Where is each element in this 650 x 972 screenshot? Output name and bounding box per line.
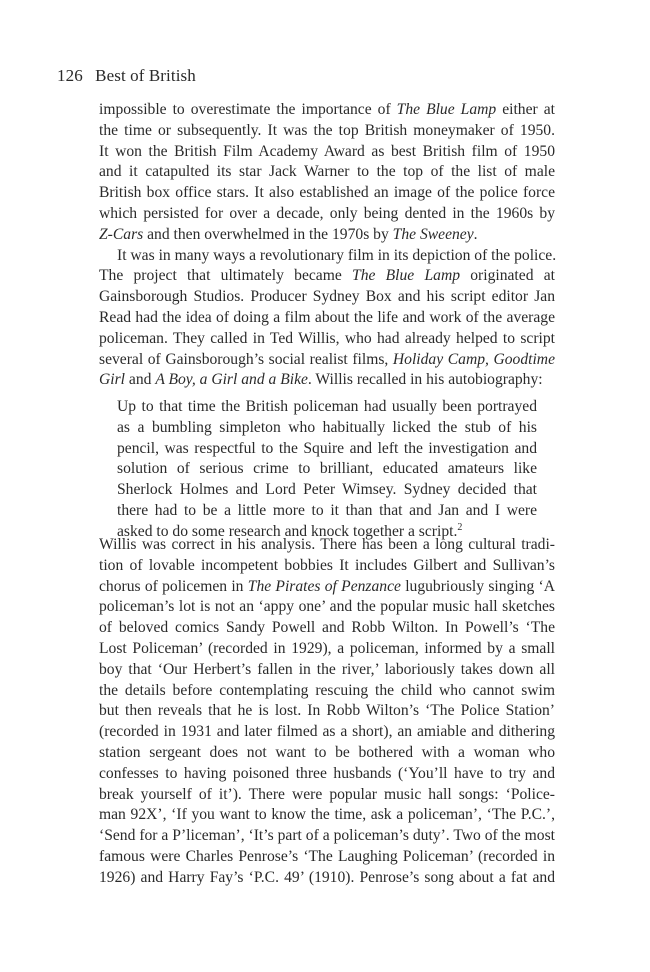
running-header bbox=[57, 66, 196, 86]
text-line: boy that ‘Our Herbert’s fallen in the river,’ laboriously takes down all bbox=[99, 660, 555, 678]
text-line: but then reveals that he is lost. In Robb Wilton’s ‘The Police Station’ bbox=[99, 702, 555, 720]
quote-line: as a bumbling simpleton who habitually licked the stub of his bbox=[117, 418, 537, 436]
text-line: impossible to overestimate the importance of The Blue Lamp either at bbox=[99, 101, 555, 118]
text-line: Lost Policeman’ (recorded in 1929), a policeman, informed by a small bbox=[99, 639, 555, 657]
text-line: Willis was correct in his analysis. There has been a long cultural tradi- bbox=[99, 536, 555, 553]
text-line: It was in many ways a revolutionary film in its depiction of the police. bbox=[117, 246, 557, 264]
block-quote bbox=[117, 397, 537, 543]
text-line: policeman’s lot is not an ‘appy one’ and the popular music hall sketches bbox=[99, 598, 555, 616]
text-line: and it catapulted its star Jack Warner to the top of the list of male bbox=[99, 163, 555, 181]
text-line: chorus of policemen in The Pirates of Penzance lugubriously singing ‘A bbox=[99, 577, 555, 595]
text-line: which persisted for over a decade, only being dented in the 1960s by bbox=[99, 204, 555, 222]
quote-line: solution of serious crime to brilliant, educated amateurs like bbox=[117, 460, 537, 478]
text-line: confesses to having poisoned three husbands (‘You’ll have to try and bbox=[99, 764, 555, 782]
text-line: tion of lovable incompetent bobbies It includes Gilbert and Sullivan’s bbox=[99, 556, 555, 574]
text-line: the details before contemplating rescuing the child who cannot swim bbox=[99, 681, 555, 699]
text-line: ‘Send for a P’liceman’, ‘It’s part of a policeman’s duty’. Two of the most bbox=[99, 827, 555, 845]
paragraph-3 bbox=[99, 535, 555, 889]
text-line: It won the British Film Academy Award as best British film of 1950 bbox=[99, 142, 555, 160]
text-line: famous were Charles Penrose’s ‘The Laughing Policeman’ (recorded in bbox=[99, 847, 555, 865]
text-line: The project that ultimately became The Blue Lamp originated at bbox=[99, 267, 555, 285]
page-number: 126 bbox=[57, 66, 83, 85]
text-line: policeman. They called in Ted Willis, who had already helped to script bbox=[99, 329, 555, 347]
running-title: Best of British bbox=[95, 66, 196, 85]
text-line: break yourself of it’). There were popular music hall songs: ‘Police- bbox=[99, 785, 555, 803]
text-line: Read had the idea of doing a film about the life and work of the average bbox=[99, 308, 555, 326]
paragraph-1 bbox=[99, 100, 555, 246]
text-line: Z-Cars and then overwhelmed in the 1970s by The Sweeney. bbox=[99, 225, 478, 243]
text-line: of beloved comics Sandy Powell and Robb Wilton. In Powell’s ‘The bbox=[99, 619, 555, 637]
text-line: 1926) and Harry Fay’s ‘P.C. 49’ (1910). Penrose’s song about a fat and bbox=[99, 868, 555, 886]
quote-line: Up to that time the British policeman had usually been portrayed bbox=[117, 398, 537, 415]
quote-line: there had to be a little more to it than that and Jan and I were bbox=[117, 501, 537, 519]
quote-line: asked to do some research and knock together a script.$^2$ bbox=[117, 521, 463, 540]
text-line: Gainsborough Studios. Producer Sydney Box and his script editor Jan bbox=[99, 288, 555, 306]
text-line: British box office stars. It also established an image of the police force bbox=[99, 184, 555, 202]
text-line: Girl and A Boy, a Girl and a Bike. Willis recalled in his autobiography: bbox=[99, 371, 543, 389]
paragraph-2 bbox=[99, 246, 555, 392]
text-line: the time or subsequently. It was the top British moneymaker of 1950. bbox=[99, 121, 555, 139]
quote-line: pencil, was respectful to the Squire and left the investigation and bbox=[117, 439, 537, 457]
text-line: man 92X’, ‘If you want to know the time, ask a policeman’, ‘The P.C.’, bbox=[99, 806, 555, 824]
text-line: station sergeant does not want to be bothered with a woman who bbox=[99, 743, 555, 761]
quote-line: Sherlock Holmes and Lord Peter Wimsey. Sydney decided that bbox=[117, 481, 537, 499]
text-line: (recorded in 1931 and later filmed as a short), an amiable and dithering bbox=[99, 723, 555, 741]
text-line: several of Gainsborough’s social realist films, Holiday Camp, Goodtime bbox=[99, 350, 555, 368]
